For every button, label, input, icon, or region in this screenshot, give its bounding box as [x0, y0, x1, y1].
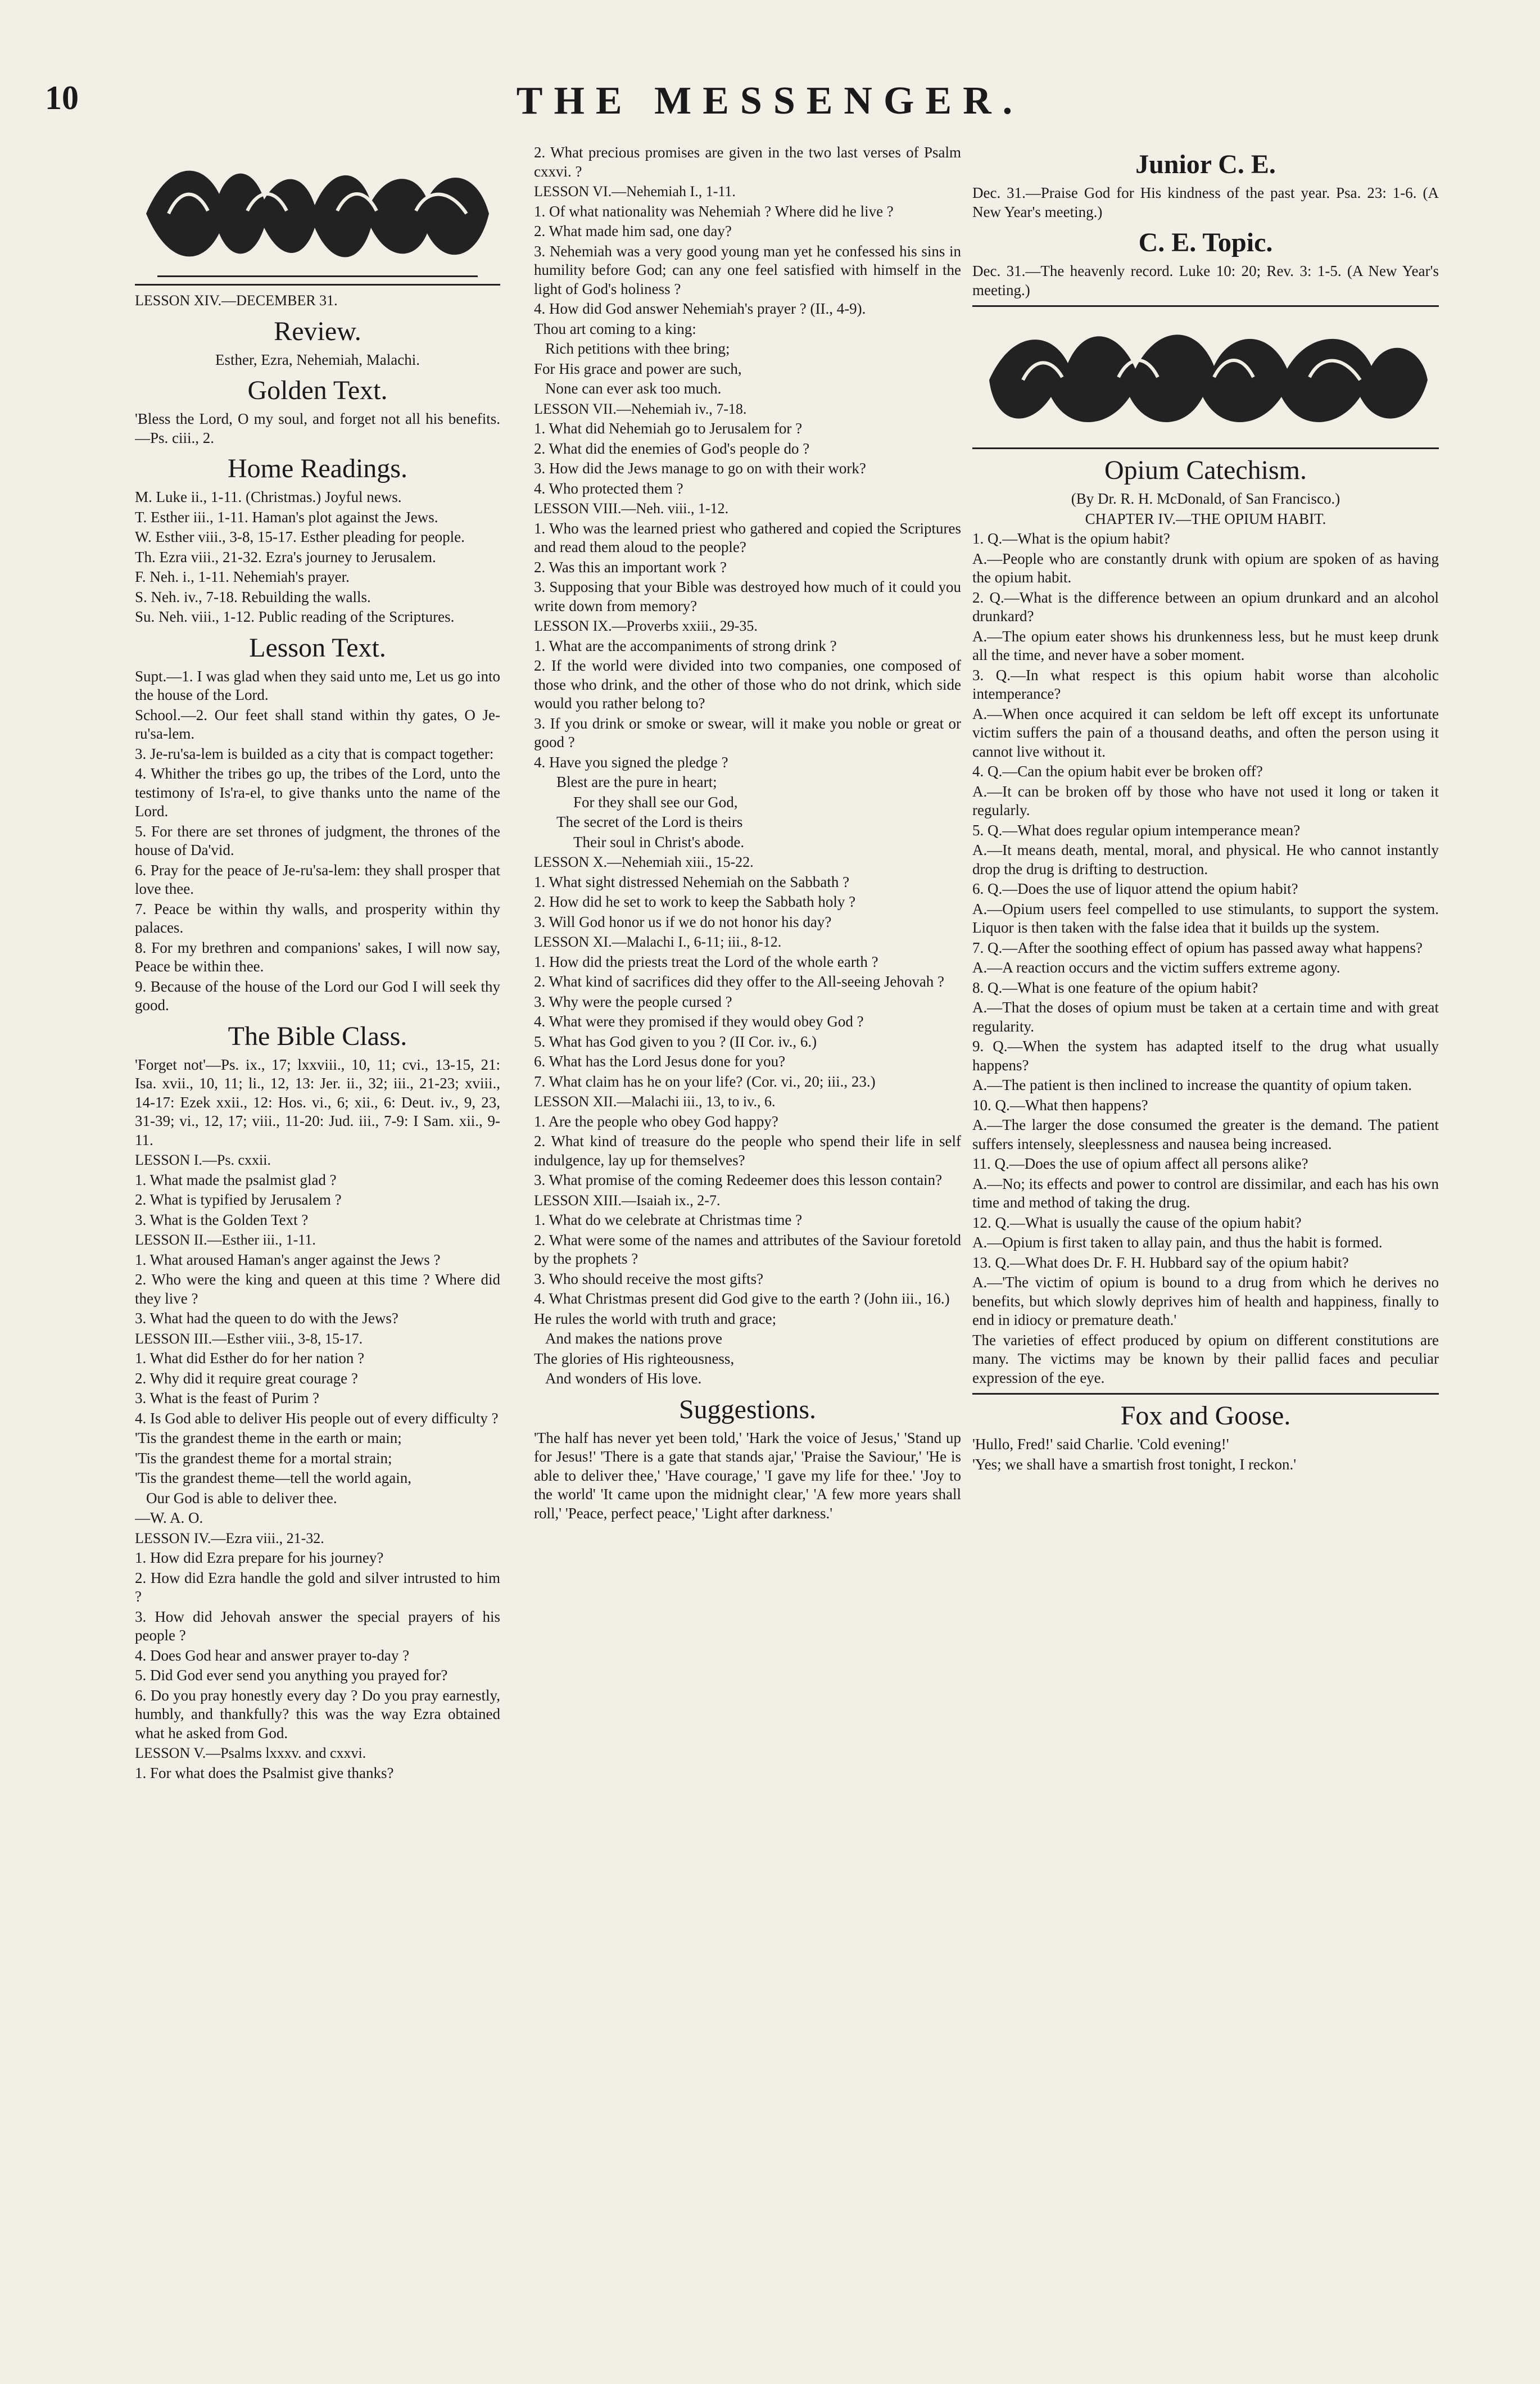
question: 2. Why did it require great courage ? [135, 1369, 358, 1387]
question: 2. How did Ezra handle the gold and silver intrusted to him ? [135, 1569, 500, 1605]
catechism-line: 8. Q.—What is one feature of the opium habit? [972, 979, 1258, 996]
lesson-heading: LESSON XI.—Malachi I., 6-11; iii., 8-12. [534, 934, 782, 950]
bible-class-heading: The Bible Class. [228, 1021, 407, 1051]
catechism-line: A.—The larger the dose consumed the greater is the demand. The patient suffers intensely, sleeplessness and nausea being increased. [972, 1116, 1439, 1152]
question: 4. Who protected them ? [534, 479, 683, 497]
catechism-line: The varieties of effect produced by opium on different constitutions are many. The victims may be known by their pallid faces and peculiar expression of the eye. [972, 1331, 1439, 1386]
poem-line: For His grace and power are such, [534, 360, 742, 377]
question: 1. What sight distressed Nehemiah on the Sabbath ? [534, 873, 850, 890]
lesson-verse: 5. For there are set thrones of judgment, the thrones of the house of Da'vid. [135, 822, 500, 858]
home-reading: Th. Ezra viii., 21-32. Ezra's journey to Jerusalem. [135, 548, 436, 566]
poem-line: Their soul in Christ's abode. [573, 833, 745, 851]
question: 6. What has the Lord Jesus done for you? [534, 1053, 786, 1070]
catechism-line: A.—It means death, mental, moral, and physical. He who cannot instantly drop the drug is drifting to destruction. [972, 842, 1439, 877]
poem-line: 'Tis the grandest theme for a mortal strain; [135, 1449, 392, 1467]
question: 4. What Christmas present did God give to the earth ? (John iii., 16.) [534, 1290, 950, 1307]
question: 3. What promise of the coming Redeemer does this lesson contain? [534, 1171, 943, 1188]
lesson-verse: 3. Je-ru'sa-lem is builded as a city that is compact together: [135, 745, 494, 762]
story-line: 'Hullo, Fred!' said Charlie. 'Cold evening!' [972, 1436, 1229, 1453]
lesson-heading: LESSON III.—Esther viii., 3-8, 15-17. [135, 1330, 363, 1347]
question: 5. What has God given to you ? (II Cor. iv., 6.) [534, 1033, 817, 1050]
golden-text: 'Bless the Lord, O my soul, and forget not all his benefits.—Ps. ciii., 2. [135, 410, 500, 446]
lesson-heading: LESSON VI.—Nehemiah I., 1-11. [534, 183, 736, 200]
question: 1. Who was the learned priest who gathered and copied the Scriptures and read them aloud to the people? [534, 519, 961, 555]
lesson-heading: LESSON II.—Esther iii., 1-11. [135, 1232, 316, 1248]
question: 1. Are the people who obey God happy? [534, 1112, 778, 1130]
question: 3. Nehemiah was a very good young man yet he confessed his sins in humility before God; can any one feel satisfied with himself in the light of God's holiness ? [534, 242, 961, 297]
question: 2. What were some of the names and attributes of the Saviour foretold by the prophets ? [534, 1231, 961, 1267]
catechism-line: 6. Q.—Does the use of liquor attend the opium habit? [972, 880, 1298, 897]
lesson-heading: LESSON V.—Psalms lxxxv. and cxxvi. [135, 1745, 366, 1761]
lesson-heading: LESSON VIII.—Neh. viii., 1-12. [534, 500, 729, 517]
catechism-line: 13. Q.—What does Dr. F. H. Hubbard say of the opium habit? [972, 1254, 1349, 1271]
poem-line: For they shall see our God, [573, 793, 738, 811]
question: 4. Have you signed the pledge ? [534, 753, 728, 771]
question: 3. How did the Jews manage to go on with their work? [534, 460, 866, 477]
lesson-verse: Supt.—1. I was glad when they said unto me, Let us go into the house of the Lord. [135, 667, 500, 703]
question: 1. How did the priests treat the Lord of the whole earth ? [534, 953, 878, 970]
question: 1. For what does the Psalmist give thanks? [135, 1764, 394, 1781]
question: 2. How did he set to work to keep the Sabbath holy ? [534, 893, 856, 910]
poem-line: Blest are the pure in heart; [556, 773, 717, 790]
home-reading: T. Esther iii., 1-11. Haman's plot against the Jews. [135, 508, 438, 526]
question: 1. What do we celebrate at Christmas time ? [534, 1211, 803, 1228]
sunday-school-banner [135, 149, 500, 278]
poem-line: The secret of the Lord is theirs [556, 813, 743, 830]
question: 2. What kind of treasure do the people who spend their life in self indulgence, lay up for themselves? [534, 1133, 961, 1169]
bible-class-text: 'Forget not'—Ps. ix., 17; lxxviii., 10, 11; cvi., 13-15, 21: Isa. xvii., 10, 11; li., 12, 13: Jer. ii., 32; iii., 21-23; xviii., 14-17: Ezek xxii., 12: Hos. vi., 6; xii., 6: Deut. iv., 9, 23, 31-39; vi., 12, 17; viii., 11-20: Jud. iii., 7-9: I Sam. xii., 9-11. [135, 1056, 500, 1148]
question: 3. Why were the people cursed ? [534, 993, 732, 1010]
review-subtitle: Esther, Ezra, Nehemiah, Malachi. [215, 351, 420, 368]
catechism-line: A.—It can be broken off by those who have not used it long or taken it regularly. [972, 782, 1439, 818]
question: 1. How did Ezra prepare for his journey? [135, 1549, 384, 1566]
catechism-line: 3. Q.—In what respect is this opium habit worse than alcoholic intemperance? [972, 666, 1439, 702]
opium-chapter: CHAPTER IV.—THE OPIUM HABIT. [1085, 510, 1326, 527]
catechism-line: 11. Q.—Does the use of opium affect all persons alike? [972, 1155, 1308, 1172]
question: 2. What made him sad, one day? [534, 223, 732, 239]
question: 4. Is God able to deliver His people out of every difficulty ? [135, 1409, 499, 1427]
poem-line: And wonders of His love. [545, 1370, 702, 1387]
question: 2. What precious promises are given in the two last verses of Psalm cxxvi. ? [534, 144, 961, 180]
review-heading: Review. [274, 316, 361, 346]
ce-topic-heading: C. E. Topic. [1138, 228, 1273, 257]
poem-line: Thou art coming to a king: [534, 320, 696, 337]
question: 4. How did God answer Nehemiah's prayer ? (II., 4-9). [534, 300, 866, 317]
question: 1. What made the psalmist glad ? [135, 1171, 337, 1188]
poem-author: —W. A. O. [135, 1509, 203, 1526]
catechism-line: 5. Q.—What does regular opium intemperance mean? [972, 821, 1301, 839]
lesson-date: LESSON XIV.—DECEMBER 31. [135, 292, 338, 309]
lesson-heading: LESSON XIII.—Isaiah ix., 2-7. [534, 1192, 721, 1209]
catechism-line: A.—No; its effects and power to control are dissimilar, and each has his own time and method of taking the drug. [972, 1175, 1439, 1211]
question: 2. What kind of sacrifices did they offer to the All-seeing Jehovah ? [534, 973, 945, 990]
column-middle [534, 143, 961, 2362]
golden-text-heading: Golden Text. [247, 376, 388, 405]
poem-line: The glories of His righteousness, [534, 1350, 735, 1367]
catechism-line: A.—'The victim of opium is bound to a drug from which he derives no benefits, but which slowly deprives him of health and happiness, finally to end in idiocy or premature death.' [972, 1274, 1439, 1328]
question: 6. Do you pray honestly every day ? Do you pray earnestly, humbly, and thankfully? this was the way Ezra obtained what he asked from God. [135, 1686, 500, 1741]
question: 3. Supposing that your Bible was destroyed how much of it could you write down from memory? [534, 578, 961, 614]
catechism-line: A.—When once acquired it can seldom be left off except its unfortunate victim suffers the pain of a thousand deaths, and often the person using it cannot live without it. [972, 705, 1439, 760]
lesson-heading: LESSON IV.—Ezra viii., 21-32. [135, 1530, 324, 1546]
question: 4. Does God hear and answer prayer to-day ? [135, 1646, 410, 1664]
suggestions-heading: Suggestions. [678, 1394, 817, 1424]
question: 3. Who should receive the most gifts? [534, 1270, 764, 1287]
home-reading: F. Neh. i., 1-11. Nehemiah's prayer. [135, 568, 350, 585]
lesson-text-heading: Lesson Text. [249, 632, 386, 663]
home-reading: M. Luke ii., 1-11. (Christmas.) Joyful news. [135, 488, 402, 505]
home-readings-heading: Home Readings. [228, 454, 407, 483]
question: 3. What is the Golden Text ? [135, 1211, 309, 1228]
question: 2. Who were the king and queen at this time ? Where did they live ? [135, 1271, 500, 1307]
catechism-line: 2. Q.—What is the difference between an opium drunkard and an alcohol drunkard? [972, 589, 1439, 625]
question: 1. Of what nationality was Nehemiah ? Where did he live ? [534, 202, 894, 220]
question: 3. Will God honor us if we do not honor his day? [534, 913, 832, 930]
question: 4. What were they promised if they would obey God ? [534, 1013, 864, 1030]
masthead: THE MESSENGER. [516, 79, 1024, 123]
catechism-line: 4. Q.—Can the opium habit ever be broken off? [972, 763, 1263, 780]
temperance-banner [972, 313, 1439, 442]
poem-line: And makes the nations prove [545, 1330, 722, 1347]
lesson-verse: 8. For my brethren and companions' sakes, I will now say, Peace be within thee. [135, 939, 500, 975]
ce-topic-text: Dec. 31.—The heavenly record. Luke 10: 20; Rev. 3: 1-5. (A New Year's meeting.) [972, 263, 1439, 298]
opium-catechism-heading: Opium Catechism. [1104, 455, 1307, 485]
question: 2. What is typified by Jerusalem ? [135, 1191, 342, 1208]
home-reading: W. Esther viii., 3-8, 15-17. Esther pleading for people. [135, 528, 465, 545]
catechism-line: 12. Q.—What is usually the cause of the opium habit? [972, 1214, 1302, 1231]
junior-ce-heading: Junior C. E. [1135, 150, 1276, 179]
catechism-line: 1. Q.—What is the opium habit? [972, 530, 1170, 547]
catechism-line: A.—That the doses of opium must be taken at a certain time and with great regularity. [972, 999, 1439, 1035]
suggestions-text: 'The half has never yet been told,' 'Hark the voice of Jesus,' 'Stand up for Jesus!' 'There is a gate that stands ajar,' 'Praise the Saviour,' 'He is able to deliver thee,' 'Have courage,' 'I gave my life for thee.' 'Joy to the world' 'It came upon the midnight clear,' 'A few more years shall roll,' 'Peace, perfect peace,' 'Light after darkness.' [534, 1429, 961, 1522]
lesson-verse: 7. Peace be within thy walls, and prosperity within thy palaces. [135, 900, 500, 936]
opium-author: (By Dr. R. H. McDonald, of San Francisco.) [1071, 490, 1340, 507]
column-left [135, 143, 500, 2362]
lesson-verse: 9. Because of the house of the Lord our God I will seek thy good. [135, 978, 500, 1014]
poem-line: Rich petitions with thee bring; [545, 340, 730, 357]
lesson-verse: School.—2. Our feet shall stand within thy gates, O Je-ru'sa-lem. [135, 706, 500, 742]
page-number: 10 [45, 79, 79, 116]
lesson-heading: LESSON IX.—Proverbs xxiii., 29-35. [534, 618, 758, 634]
catechism-line: 9. Q.—When the system has adapted itself to the drug what usually happens? [972, 1038, 1439, 1074]
junior-ce-text: Dec. 31.—Praise God for His kindness of the past year. Psa. 23: 1-6. (A New Year's meeting.) [972, 184, 1439, 220]
question: 1. What are the accompaniments of strong drink ? [534, 637, 837, 654]
home-reading: Su. Neh. viii., 1-12. Public reading of the Scriptures. [135, 608, 455, 625]
question: 1. What aroused Haman's anger against the Jews ? [135, 1251, 441, 1268]
lesson-heading: LESSON VII.—Nehemiah iv., 7-18. [534, 400, 747, 417]
question: 1. What did Nehemiah go to Jerusalem for ? [534, 420, 803, 437]
catechism-line: A.—The patient is then inclined to increase the quantity of opium taken. [972, 1076, 1412, 1093]
story-line: 'Yes; we shall have a smartish frost tonight, I reckon.' [972, 1455, 1297, 1473]
question: 5. Did God ever send you anything you prayed for? [135, 1667, 448, 1684]
lesson-heading: LESSON I.—Ps. cxxii. [135, 1152, 271, 1168]
question: 3. If you drink or smoke or swear, will it make you noble or great or good ? [534, 714, 961, 750]
question: 2. If the world were divided into two companies, one composed of those who drink, and the other of those who do not drink, which side would you rather belong to? [534, 657, 961, 712]
question: 3. What had the queen to do with the Jews? [135, 1310, 398, 1327]
poem-line: 'Tis the grandest theme—tell the world again, [135, 1469, 412, 1486]
poem-line: 'Tis the grandest theme in the earth or main; [135, 1430, 402, 1446]
question: 3. How did Jehovah answer the special prayers of his people ? [135, 1608, 500, 1644]
catechism-line: A.—The opium eater shows his drunkenness less, but he must keep drunk all the time, and never have a sober moment. [972, 627, 1439, 663]
catechism-line: A.—Opium is first taken to allay pain, and thus the habit is formed. [972, 1234, 1383, 1251]
catechism-line: A.—Opium users feel compelled to use stimulants, to support the system. Liquor is then taken with the false idea that it builds up the system. [972, 900, 1439, 936]
poem-line: He rules the world with truth and grace; [534, 1310, 777, 1327]
lesson-heading: LESSON XII.—Malachi iii., 13, to iv., 6. [534, 1093, 776, 1110]
poem-line: None can ever ask too much. [545, 380, 722, 397]
question: 2. Was this an important work ? [534, 558, 727, 576]
catechism-line: A.—A reaction occurs and the victim suffers extreme agony. [972, 959, 1340, 976]
poem-line: Our God is able to deliver thee. [146, 1489, 337, 1507]
lesson-verse: 4. Whither the tribes go up, the tribes of the Lord, unto the testimony of Is'ra-el, to give thanks unto the name of the Lord. [135, 765, 500, 820]
catechism-line: 10. Q.—What then happens? [972, 1096, 1148, 1114]
question: 7. What claim has he on your life? (Cor. vi., 20; iii., 23.) [534, 1073, 876, 1090]
home-reading: S. Neh. iv., 7-18. Rebuilding the walls. [135, 588, 371, 605]
catechism-line: A.—People who are constantly drunk with opium are spoken of as having the opium habit. [972, 550, 1439, 586]
lesson-verse: 6. Pray for the peace of Je-ru'sa-lem: they shall prosper that love thee. [135, 861, 500, 897]
question: 3. What is the feast of Purim ? [135, 1390, 319, 1406]
question: 2. What did the enemies of God's people do ? [534, 440, 810, 457]
question: 1. What did Esther do for her nation ? [135, 1350, 365, 1367]
column-right [972, 143, 1439, 2362]
catechism-line: 7. Q.—After the soothing effect of opium has passed away what happens? [972, 939, 1423, 956]
lesson-heading: LESSON X.—Nehemiah xiii., 15-22. [534, 854, 754, 870]
fox-and-goose-heading: Fox and Goose. [1120, 1401, 1291, 1431]
